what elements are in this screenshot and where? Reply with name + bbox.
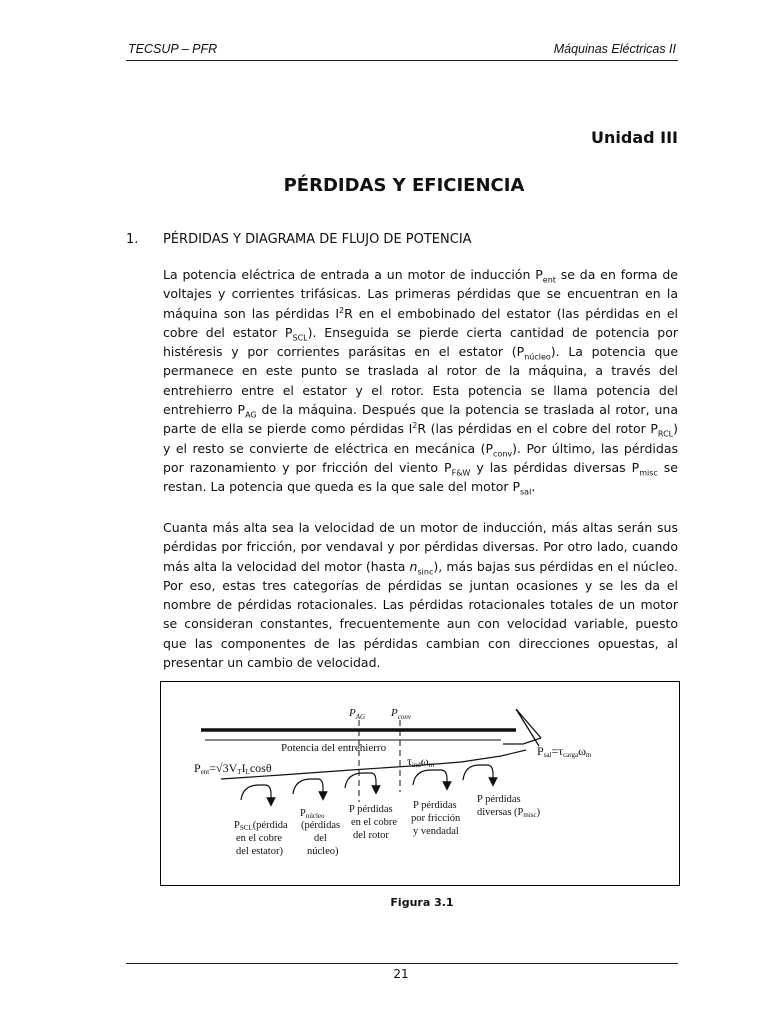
svg-text:Pnúcleo: Pnúcleo [300,808,325,820]
loss-label-friccion [411,800,461,837]
svg-text:por fricción: por fricción [411,813,461,824]
loss-label-scl [234,820,288,857]
loss-arrow-diversas [463,765,493,782]
loss-label-diversas [477,794,541,819]
svg-text:y vendadal: y vendadal [413,826,459,837]
loss-arrow-friccion [413,770,447,786]
pag-label: $P_{AG}$ [349,707,366,721]
svg-text:diversas (Pmisc): diversas (Pmisc) [477,807,541,819]
svg-text:del: del [314,833,327,844]
svg-text:núcleo): núcleo) [307,846,339,857]
footer-rule [126,963,678,964]
paragraph-1: La potencia eléctrica de entrada a un motor de inducción $P_{ent}$ se da en forma de voltajes y corrientes trifásicas. Las primeras pérdidas que se encuentran en la máquina son las pérdidas $I^2R$ en el embobinado del estator (las pérdidas en el cobre del estator $P_{SCL}$). Enseguida se pierde cierta cantidad de potencia por histéresis y por corrientes parásitas en el estator $(P_{núcleo})$. La potencia que permanece en este punto se traslada al rotor de la máquina, a través del entrehierro entre el estator y el rotor. Esta potencia se llama potencia del entrehierro $P_{AG}$ de la máquina. Después que la potencia se traslada al rotor, una parte de ella se pierde como pérdidas $I^2R$ (las pérdidas en el cobre del rotor $P_{RCL}$) y el resto se convierte de eléctrica en mecánica $(P_{conv})$. Por último, las pérdidas por razonamiento y por fricción del viento $P_{F\&W}$ y las pérdidas diversas $P_{misc}$ se restan. La potencia que queda es la que sale del motor $P_{sal}$. [163,267,679,497]
svg-text:P pérdidas: P pérdidas [413,800,457,811]
svg-text:del rotor: del rotor [353,830,389,841]
psal-label: Psal=τcargaωm [537,744,592,759]
svg-text:P pérdidas: P pérdidas [477,794,521,805]
loss-label-nucleo [300,808,340,857]
page-header [126,40,678,61]
power-flow-diagram [161,682,679,885]
airgap-label: Potencia del entrehierro [281,742,387,754]
loss-arrow-scl [241,785,271,802]
unit-label: Unidad III [591,128,678,147]
power-flow-figure [160,681,680,886]
svg-text:en el cobre: en el cobre [236,833,283,844]
svg-text:(pérdidas: (pérdidas [301,820,341,831]
header-left: TECSUP – PFR [128,42,218,56]
section-title: PÉRDIDAS Y DIAGRAMA DE FLUJO DE POTENCIA [163,232,472,247]
pconv-label: $P_{conv}$ [391,707,411,721]
arrow-head-upper [516,709,541,746]
svg-text:en el cobre: en el cobre [351,817,398,828]
header-right: Máquinas Eléctricas II [553,42,676,56]
svg-text:P pérdidas: P pérdidas [349,804,393,815]
paragraph-2: Cuanta más alta sea la velocidad de un motor de inducción, más altas serán sus pérdidas por fricción, por vendaval y por pérdidas diversas. Por otro lado, cuando más alta la velocidad del motor (hasta $n_{sinc}$), más bajas sus pérdidas en el núcleo. Por eso, estas tres categorías de pérdidas se juntan ocasiones y se les da el nombre de pérdidas rotacionales. Las pérdidas rotacionales totales de un motor se consideran constantes, frecuentemente aun con velocidad variable, puesto que las componentes de las pérdidas cambian con direcciones opuestas, al presentar un cambio de velocidad. [163,520,678,671]
figure-caption: Figura 3.1 [390,896,454,909]
loss-arrow-rotor [345,773,376,790]
torque-omega-label: τindωm [407,754,435,769]
loss-label-rotor [349,804,397,841]
loss-arrow-nucleo [293,779,323,796]
svg-text:PSCL(pérdida: PSCL(pérdida [234,820,288,832]
pent-label: Pent=√3VTILcosθ [194,761,272,776]
page-number: 21 [393,967,409,981]
svg-text:del estator): del estator) [236,846,283,857]
section-number: 1. [126,232,139,247]
page-title: PÉRDIDAS Y EFICIENCIA [283,175,525,196]
